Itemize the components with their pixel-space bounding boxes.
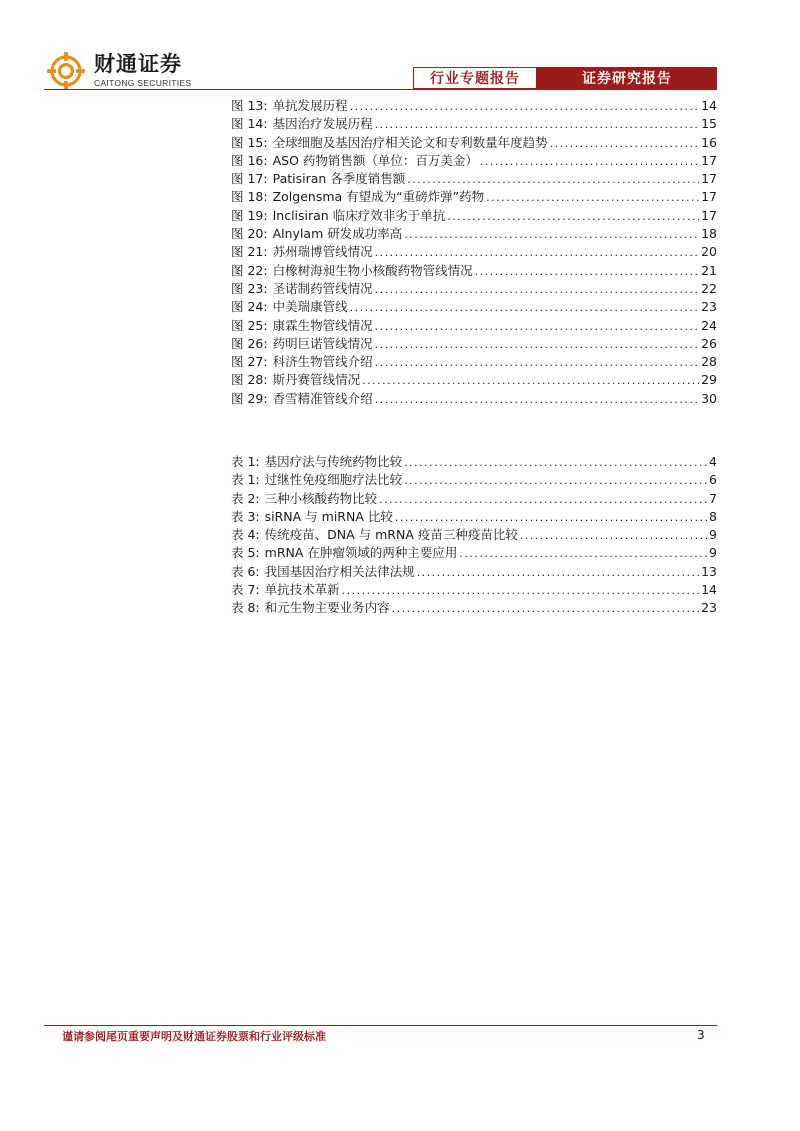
header-divider xyxy=(44,89,717,90)
industry-report-tag: 行业专题报告 xyxy=(413,67,537,89)
toc-entry-label: 图 13: xyxy=(231,98,268,113)
dot-leader xyxy=(459,545,707,563)
dot-leader xyxy=(447,208,699,226)
toc-entry-page: 17 xyxy=(701,152,717,168)
toc-entry-title: 科济生物管线介绍 xyxy=(272,354,373,370)
table-toc-entry[interactable] xyxy=(231,599,717,617)
toc-entry-title: 基因治疗发展历程 xyxy=(272,116,373,132)
toc-entry-title: 和元生物主要业务内容 xyxy=(264,600,390,616)
toc-entry-title: 苏州瑞博管线情况 xyxy=(272,244,373,260)
dot-leader xyxy=(362,372,699,390)
dot-leader xyxy=(475,263,699,281)
toc-entry-page: 14 xyxy=(701,582,717,598)
toc-entry-label: 图 26: xyxy=(231,335,268,351)
dot-leader xyxy=(395,509,707,527)
toc-entry-page: 23 xyxy=(701,600,717,616)
dot-leader xyxy=(404,472,707,490)
caitong-logo xyxy=(44,50,191,92)
dot-leader xyxy=(404,454,707,472)
disclaimer-note: 谨请参阅尾页重要声明及财通证券股票和行业评级标准 xyxy=(62,1030,326,1043)
toc-entry-label: 图 16: xyxy=(231,152,268,168)
dot-leader xyxy=(375,318,699,336)
logo-english-name: CAITONG SECURITIES xyxy=(94,78,192,89)
toc-entry-label: 表 1: xyxy=(231,472,260,488)
toc-entry-page: 23 xyxy=(701,299,717,315)
toc-entry-page: 6 xyxy=(709,472,717,488)
toc-entry-page: 4 xyxy=(709,454,717,469)
toc-entry-title: 我国基因治疗相关法律法规 xyxy=(264,563,415,579)
toc-entry-page: 13 xyxy=(701,563,717,579)
dot-leader xyxy=(375,336,699,354)
dot-leader xyxy=(375,391,699,409)
toc-entry-page: 14 xyxy=(701,98,717,113)
figure-toc-entry[interactable] xyxy=(231,115,717,133)
toc-entry-label: 图 23: xyxy=(231,280,268,296)
dot-leader xyxy=(375,244,699,262)
tables-toc xyxy=(231,453,717,618)
toc-entry-page: 28 xyxy=(701,354,717,370)
toc-entry-page: 20 xyxy=(701,244,717,260)
toc-entry-page: 9 xyxy=(709,545,717,561)
toc-entry-page: 9 xyxy=(709,527,717,543)
toc-entry-title: 中美瑞康管线 xyxy=(272,299,348,315)
figure-toc-entry[interactable] xyxy=(231,335,717,353)
toc-entry-title: 白橡树海昶生物小核酸药物管线情况 xyxy=(272,262,473,278)
toc-entry-title: Inclisiran 临床疗效非劣于单抗 xyxy=(272,207,446,223)
toc-entry-label: 表 1: xyxy=(231,454,260,469)
table-toc-entry[interactable] xyxy=(231,453,717,471)
toc-entry-title: 斯丹赛管线情况 xyxy=(272,372,361,388)
toc-entry-page: 8 xyxy=(709,508,717,524)
dot-leader xyxy=(392,600,699,618)
toc-entry-page: 7 xyxy=(709,490,717,506)
toc-entry-page: 17 xyxy=(701,207,717,223)
toc-entry-title: 基因疗法与传统药物比较 xyxy=(264,454,403,469)
toc-entry-title: 全球细胞及基因治疗相关论文和专利数量年度趋势 xyxy=(272,134,548,150)
toc-entry-label: 图 15: xyxy=(231,134,268,150)
table-toc-entry[interactable] xyxy=(231,526,717,544)
toc-entry-title: ASO 药物销售额（单位：百万美金） xyxy=(272,152,478,168)
toc-entry-page: 18 xyxy=(701,226,717,242)
toc-entry-title: 单抗技术革新 xyxy=(264,582,340,598)
dot-leader xyxy=(407,171,699,189)
toc-entry-label: 表 7: xyxy=(231,582,260,598)
toc-entry-label: 图 19: xyxy=(231,207,268,223)
toc-entry-page: 17 xyxy=(701,171,717,187)
toc-entry-title: Patisiran 各季度销售额 xyxy=(272,171,406,187)
toc-entry-label: 图 14: xyxy=(231,116,268,132)
table-toc-entry[interactable] xyxy=(231,508,717,526)
table-toc-entry[interactable] xyxy=(231,471,717,489)
toc-entry-label: 图 17: xyxy=(231,171,268,187)
dot-leader xyxy=(375,354,699,372)
page-number: 3 xyxy=(697,1028,705,1042)
research-report-tag: 证券研究报告 xyxy=(537,67,717,89)
toc-entry-label: 图 18: xyxy=(231,189,268,205)
toc-entry-title: 香雪精准管线介绍 xyxy=(272,390,373,406)
table-toc-entry[interactable] xyxy=(231,490,717,508)
toc-entry-label: 表 4: xyxy=(231,527,260,543)
figure-toc-entry[interactable] xyxy=(231,353,717,371)
logo-chinese-name: 财通证券 xyxy=(94,52,182,77)
toc-entry-page: 16 xyxy=(701,134,717,150)
dot-leader xyxy=(350,98,699,116)
toc-entry-title: mRNA 在肿瘤领域的两种主要应用 xyxy=(264,545,458,561)
dot-leader xyxy=(480,153,699,171)
figures-toc xyxy=(231,97,717,408)
caitong-logo-icon xyxy=(44,50,88,92)
toc-entry-title: siRNA 与 miRNA 比较 xyxy=(264,508,393,524)
dot-leader xyxy=(486,189,699,207)
toc-entry-label: 图 24: xyxy=(231,299,268,315)
dot-leader xyxy=(404,226,699,244)
toc-entry-page: 17 xyxy=(701,189,717,205)
toc-entry-title: 过继性免疫细胞疗法比较 xyxy=(264,472,403,488)
toc-entry-label: 表 2: xyxy=(231,490,260,506)
dot-leader xyxy=(342,582,699,600)
table-toc-entry[interactable] xyxy=(231,563,717,581)
figure-toc-entry[interactable] xyxy=(231,390,717,408)
toc-entry-title: 传统疫苗、DNA 与 mRNA 疫苗三种疫苗比较 xyxy=(264,527,518,543)
toc-entry-label: 表 5: xyxy=(231,545,260,561)
toc-entry-title: 单抗发展历程 xyxy=(272,98,348,113)
toc-entry-page: 26 xyxy=(701,335,717,351)
figure-toc-entry[interactable] xyxy=(231,97,717,115)
dot-leader xyxy=(350,299,699,317)
toc-entry-page: 15 xyxy=(701,116,717,132)
figure-toc-entry[interactable] xyxy=(231,170,717,188)
toc-entry-title: 圣诺制药管线情况 xyxy=(272,280,373,296)
figure-toc-entry[interactable] xyxy=(231,317,717,335)
toc-entry-title: Zolgensma 有望成为“重磅炸弹”药物 xyxy=(272,189,485,205)
toc-entry-page: 21 xyxy=(701,262,717,278)
toc-entry-label: 图 21: xyxy=(231,244,268,260)
figure-toc-entry[interactable] xyxy=(231,262,717,280)
figure-toc-entry[interactable] xyxy=(231,243,717,261)
toc-entry-label: 图 22: xyxy=(231,262,268,278)
toc-entry-page: 30 xyxy=(701,390,717,406)
figure-toc-entry[interactable] xyxy=(231,280,717,298)
table-toc-entry[interactable] xyxy=(231,581,717,599)
toc-entry-label: 图 25: xyxy=(231,317,268,333)
toc-entry-label: 表 6: xyxy=(231,563,260,579)
toc-entry-title: Alnylam 研发成功率高 xyxy=(272,226,403,242)
toc-entry-page: 22 xyxy=(701,280,717,296)
dot-leader xyxy=(375,281,699,299)
figure-toc-entry[interactable] xyxy=(231,371,717,389)
toc-entry-label: 图 27: xyxy=(231,354,268,370)
toc-entry-title: 康霖生物管线情况 xyxy=(272,317,373,333)
toc-entry-page: 29 xyxy=(701,372,717,388)
toc-entry-page: 24 xyxy=(701,317,717,333)
toc-entry-label: 图 20: xyxy=(231,226,268,242)
toc-entry-label: 图 28: xyxy=(231,372,268,388)
figure-toc-entry[interactable] xyxy=(231,188,717,206)
table-toc-entry[interactable] xyxy=(231,544,717,562)
toc-entry-label: 表 3: xyxy=(231,508,260,524)
dot-leader xyxy=(379,491,707,509)
toc-entry-title: 三种小核酸药物比较 xyxy=(264,490,378,506)
toc-entry-title: 药明巨诺管线情况 xyxy=(272,335,373,351)
dot-leader xyxy=(550,135,699,153)
figure-toc-entry[interactable] xyxy=(231,298,717,316)
dot-leader xyxy=(375,116,699,134)
footer-divider xyxy=(44,1025,717,1026)
toc-entry-label: 表 8: xyxy=(231,600,260,616)
figure-toc-entry[interactable] xyxy=(231,134,717,152)
figure-toc-entry[interactable] xyxy=(231,207,717,225)
dot-leader xyxy=(417,564,699,582)
figure-toc-entry[interactable] xyxy=(231,225,717,243)
dot-leader xyxy=(520,527,707,545)
toc-entry-label: 图 29: xyxy=(231,390,268,406)
report-type-header xyxy=(413,67,717,89)
figure-toc-entry[interactable] xyxy=(231,152,717,170)
